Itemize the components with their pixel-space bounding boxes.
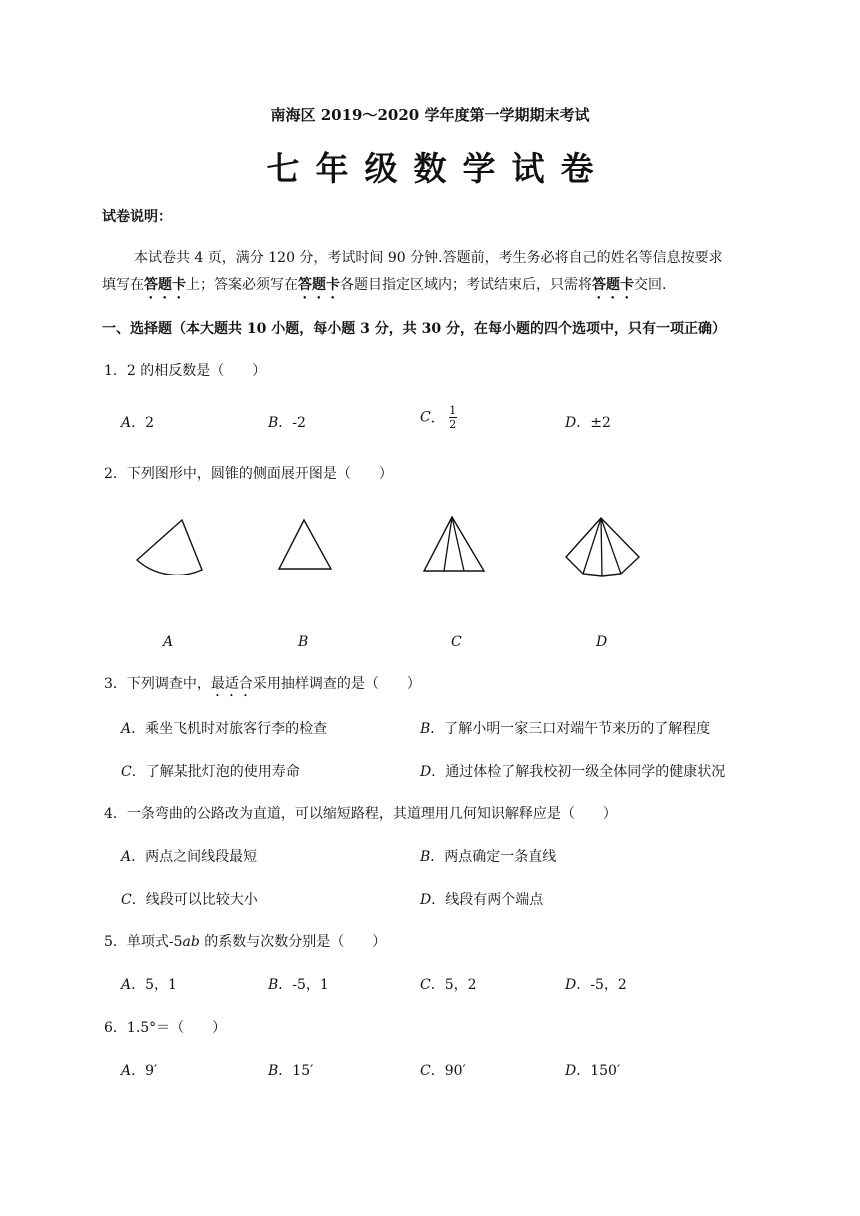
q6-option-d: D．150′	[565, 1063, 621, 1079]
q5-option-c: C．5，2	[420, 977, 477, 993]
figure-label-d: D	[596, 634, 608, 650]
question-5-stem: 5．单项式-5ab 的系数与次数分别是（ ）	[104, 934, 387, 950]
q5-option-d: D．-5，2	[565, 977, 627, 993]
instructions-heading: 试卷说明：	[102, 209, 172, 225]
q1-option-c: C． $\frac{1}{2}$	[420, 404, 457, 431]
q6-option-a: A．9′	[121, 1063, 158, 1079]
q1-option-b: B．-2	[268, 415, 306, 431]
question-2-stem: 2．下列图形中，圆锥的侧面展开图是（ ）	[104, 466, 393, 482]
q5-option-b: B．-5，1	[268, 977, 329, 993]
question-3-stem: 3．下列调查中，最适合采用抽样调查的是（ ）	[104, 676, 421, 692]
exam-title: 七年级数学试卷	[266, 149, 610, 188]
most-suitable-emphasis: 最适合	[210, 676, 253, 692]
figure-label-c: C	[451, 634, 462, 650]
question-1-stem: 1．2 的相反数是（ ）	[104, 363, 267, 379]
question-4-stem: 4．一条弯曲的公路改为直道，可以缩短路程，其道理用几何知识解释应是（ ）	[104, 806, 617, 822]
q4-option-d: D．线段有两个端点	[420, 892, 544, 908]
pyramid-figure	[420, 512, 490, 576]
q4-option-c: C．线段可以比较大小	[121, 892, 258, 908]
q4-option-a: A．两点之间线段最短	[121, 849, 258, 865]
triangle-figure	[274, 517, 344, 573]
q3-option-a: A．乘坐飞机时对旅客行李的检查	[121, 721, 328, 737]
q1-option-a: A．2	[121, 415, 155, 431]
section-heading: 一、选择题（本大题共 10 小题，每小题 3 分，共 30 分，在每小题的四个选项中，只有一项正确）	[102, 321, 726, 337]
q6-option-c: C．90′	[420, 1063, 466, 1079]
unfolded-pyramid-figure	[562, 514, 644, 580]
answer-card-emphasis: 答题卡	[144, 277, 186, 293]
exam-subtitle: 南海区 2019～2020 学年度第一学期期末考试	[270, 106, 590, 124]
q3-option-d: D．通过体检了解我校初一级全体同学的健康状况	[420, 764, 726, 780]
instructions-line-1: 本试卷共 4 页，满分 120 分，考试时间 90 分钟.答题前，考生务必将自己的姓名等信息按要求	[134, 250, 723, 266]
figure-label-b: B	[298, 634, 309, 650]
question-6-stem: 6．1.5°＝（ ）	[104, 1020, 227, 1036]
q1-option-d: D．±2	[565, 415, 611, 431]
q3-option-c: C．了解某批灯泡的使用寿命	[121, 764, 300, 780]
answer-card-emphasis: 答题卡	[592, 277, 634, 293]
q4-option-b: B．两点确定一条直线	[420, 849, 557, 865]
q6-option-b: B．15′	[268, 1063, 314, 1079]
figure-label-a: A	[163, 634, 174, 650]
sector-figure	[130, 515, 210, 575]
fraction-one-half: $\frac{1}{2}$	[449, 404, 457, 431]
answer-card-emphasis: 答题卡	[298, 277, 340, 293]
q5-option-a: A．5，1	[121, 977, 177, 993]
instructions-line-2: 填写在答题卡上；答案必须写在答题卡各题目指定区域内；考试结束后，只需将答题卡交回.	[102, 277, 667, 293]
q3-option-b: B．了解小明一家三口对端午节来历的了解程度	[420, 721, 711, 737]
